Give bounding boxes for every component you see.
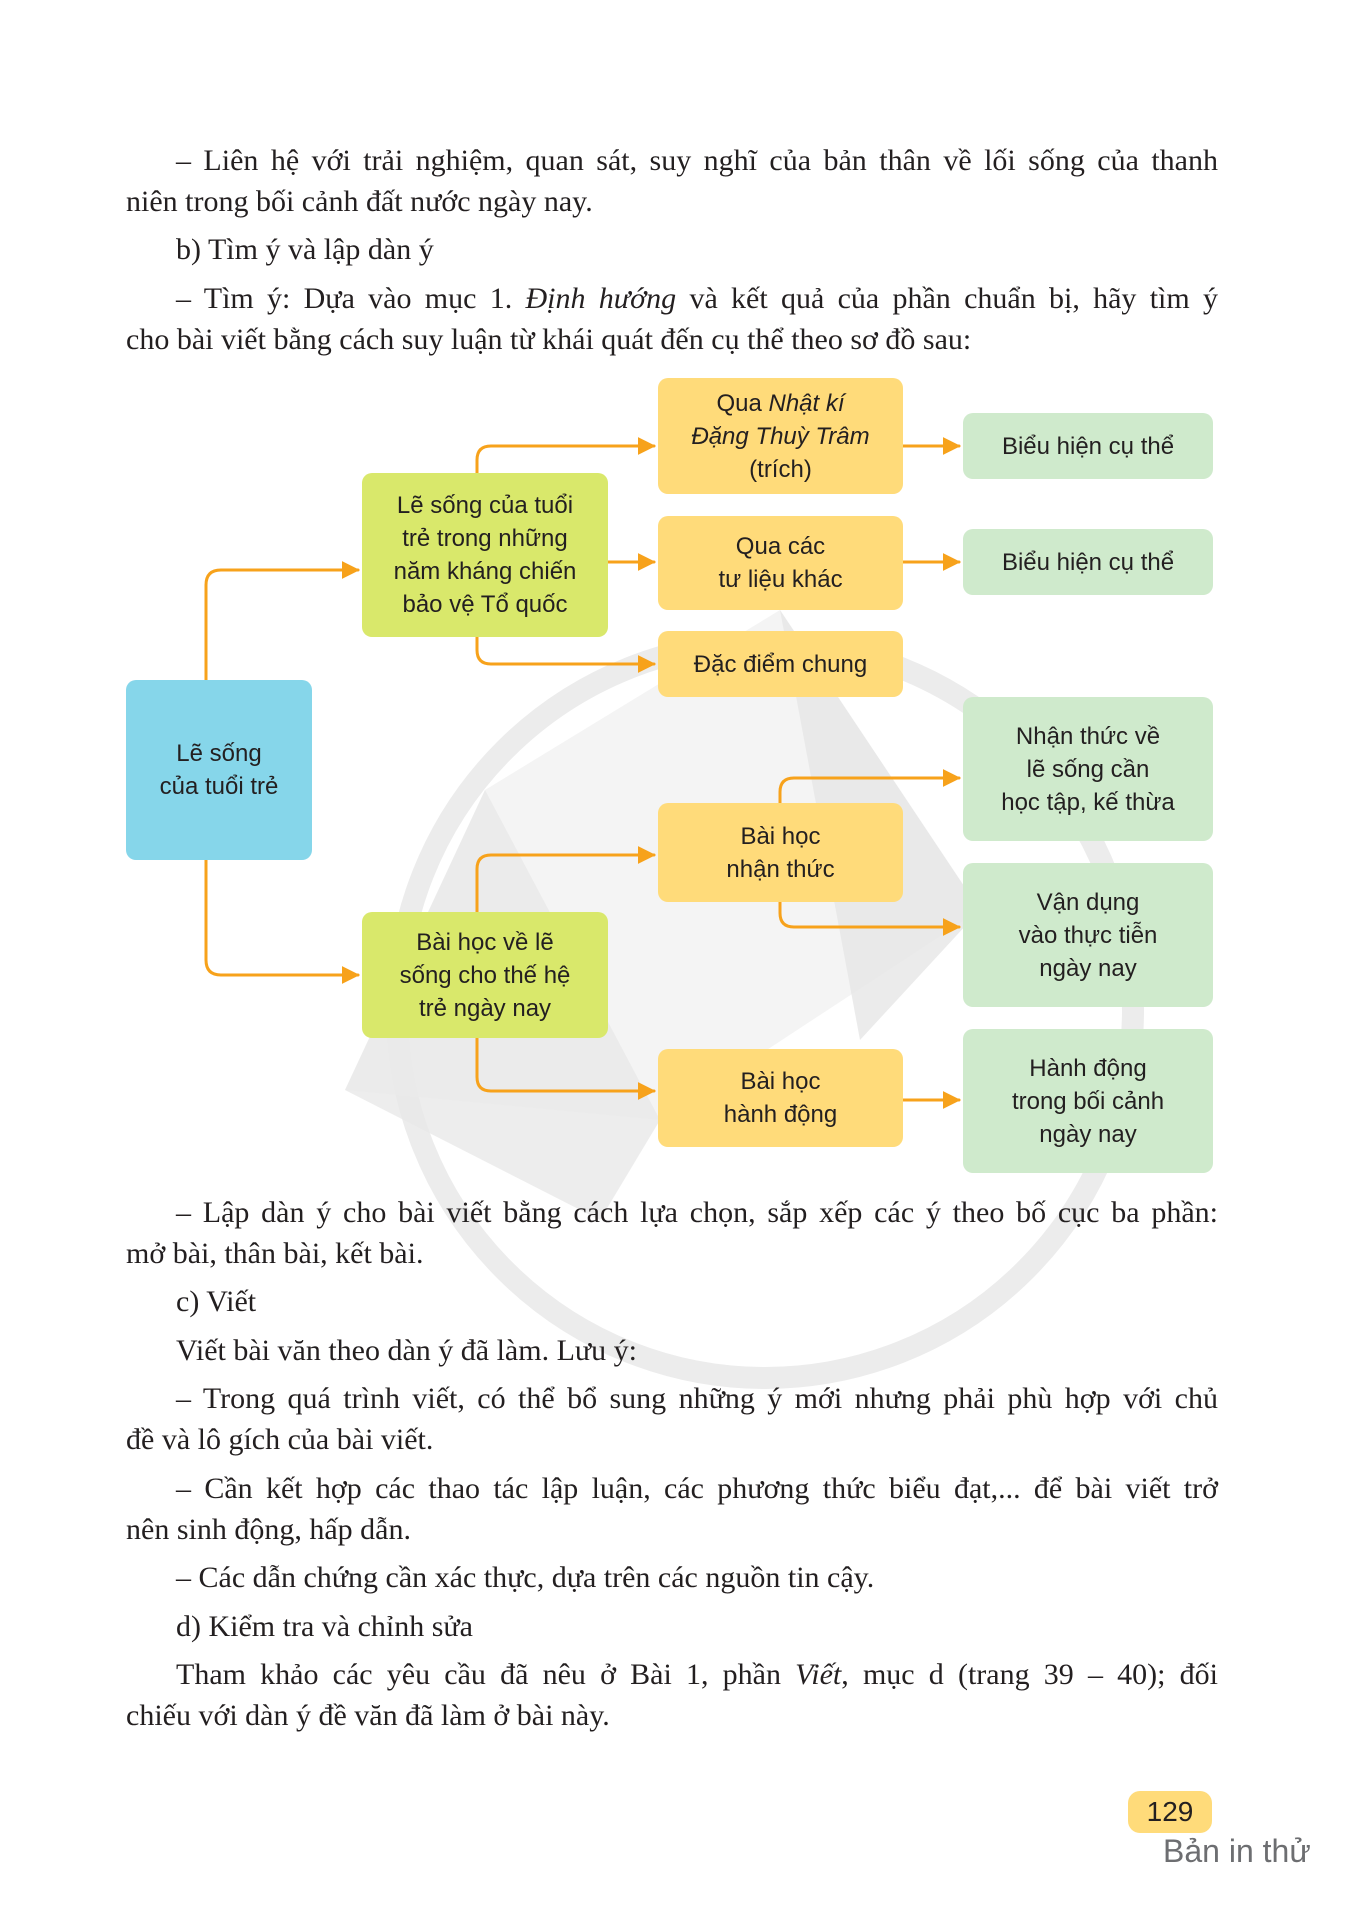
war-line2: trẻ trong những: [402, 525, 568, 552]
draft-watermark: Bản in thử: [1163, 1833, 1311, 1869]
context-line2: trong bối cảnh: [1011, 1087, 1165, 1115]
find-ideas-text-b: và kết quả của phần chuẩn bị, hãy tìm ý: [676, 282, 1219, 315]
lesson-line3: trẻ ngày nay: [418, 994, 552, 1022]
node-root-youth-ideal: [126, 680, 312, 860]
connector-war-diary: [477, 446, 654, 473]
paragraph-combine-line1: – Cần kết hợp các thao tác lập luận, các phương thức biểu đạt,... để bài viết trở: [176, 1472, 1218, 1505]
other-line2: tư liệu khác: [718, 566, 843, 593]
node-awareness-inherit: [963, 697, 1213, 841]
paragraph-find-ideas-line2: cho bài viết bằng cách suy luận từ khái quát đến cụ thể theo sơ đồ sau:: [126, 323, 972, 356]
connector-lesson-awareness: [477, 855, 654, 912]
apply-line1: Vận dụng: [1036, 888, 1140, 916]
paragraph-reflection-line1: – Liên hệ với trải nghiệm, quan sát, suy nghĩ của bản thân về lối sống của thanh: [176, 144, 1218, 177]
diary-line3: (trích): [749, 455, 812, 483]
paragraph-reference-line2: chiếu với dàn ý đề văn đã làm ở bài này.: [126, 1699, 610, 1732]
node-awareness-lesson: [658, 803, 903, 902]
section-heading-c: c) Viết: [176, 1285, 257, 1318]
node-expression-2: [963, 529, 1213, 595]
node-action-lesson: [658, 1049, 903, 1147]
node-action-context: [963, 1029, 1213, 1173]
action-line1: Bài học: [740, 1068, 821, 1095]
common-label: Đặc điểm chung: [693, 650, 868, 678]
apply-line3: ngày nay: [1039, 954, 1137, 982]
lesson-line2: sống cho thế hệ: [399, 961, 571, 989]
expr2-label: Biểu hiện cụ thể: [1001, 548, 1175, 576]
node-common-traits: [658, 631, 903, 697]
war-line1: Lẽ sống của tuổi: [396, 492, 574, 519]
section-heading-d: d) Kiểm tra và chỉnh sửa: [176, 1610, 473, 1643]
node-war-ideal: [362, 473, 608, 637]
section-heading-b: b) Tìm ý và lập dàn ý: [176, 233, 434, 266]
paragraph-supplement-line2: đề và lô gích của bài viết.: [126, 1423, 434, 1456]
war-line3: năm kháng chiến: [393, 558, 577, 585]
connector-root-war: [206, 570, 358, 680]
paragraph-reflection-line2: niên trong bối cảnh đất nước ngày nay.: [126, 185, 593, 218]
connector-root-lesson: [206, 860, 358, 975]
reference-text-b: , mục d (trang 39 – 40); đối: [841, 1658, 1218, 1691]
find-ideas-italic: Định hướng: [525, 282, 677, 315]
inherit-line3: học tập, kế thừa: [1001, 788, 1175, 816]
node-other-documents: [658, 516, 903, 610]
paragraph-evidence: – Các dẫn chứng cần xác thực, dựa trên các nguồn tin cậy.: [176, 1561, 875, 1594]
connector-awareness-inherit: [780, 778, 959, 803]
reference-italic: Viết: [795, 1658, 842, 1691]
other-line1: Qua các: [735, 533, 826, 560]
connector-war-common: [477, 637, 654, 664]
page-number: 129: [1128, 1791, 1212, 1833]
paragraph-supplement-line1: – Trong quá trình viết, có thể bổ sung những ý mới nhưng phải phù hợp với chủ: [176, 1382, 1218, 1415]
root-line1: Lẽ sống: [176, 740, 262, 767]
context-line1: Hành động: [1029, 1054, 1147, 1082]
war-line4: bảo vệ Tổ quốc: [402, 591, 568, 618]
action-line2: hành động: [723, 1101, 838, 1128]
find-ideas-text-a: – Tìm ý: Dựa vào mục 1.: [176, 282, 526, 315]
root-line2: của tuổi trẻ: [159, 773, 279, 800]
connector-awareness-apply: [780, 902, 959, 927]
expr1-label: Biểu hiện cụ thể: [1001, 432, 1175, 460]
paragraph-outline-line2: mở bài, thân bài, kết bài.: [126, 1237, 424, 1270]
diary-line2-italic: Đặng Thuỳ Trâm: [691, 422, 870, 450]
diary-line1a: Qua: [716, 389, 769, 417]
node-lesson-for-youth: [362, 912, 608, 1038]
connector-lesson-action: [477, 1038, 654, 1091]
paragraph-combine-line2: nên sinh động, hấp dẫn.: [126, 1513, 411, 1546]
paragraph-reference-line1: [126, 1654, 1218, 1695]
diary-line1-italic: Nhật kí: [768, 389, 845, 417]
context-line3: ngày nay: [1039, 1120, 1137, 1148]
paragraph-write-note: Viết bài văn theo dàn ý đã làm. Lưu ý:: [176, 1334, 638, 1367]
node-apply-practice: [963, 863, 1213, 1007]
inherit-line1: Nhận thức về: [1015, 722, 1161, 750]
awareness-line2: nhận thức: [726, 855, 835, 883]
node-diary: [658, 378, 903, 494]
reference-text-a: Tham khảo các yêu cầu đã nêu ở Bài 1, phần: [176, 1658, 796, 1691]
lesson-line1: Bài học về lẽ: [416, 928, 554, 956]
paragraph-outline-line1: – Lập dàn ý cho bài viết bằng cách lựa chọn, sắp xếp các ý theo bố cục ba phần:: [176, 1196, 1218, 1229]
node-expression-1: [963, 413, 1213, 479]
inherit-line2: lẽ sống cần: [1026, 755, 1150, 783]
awareness-line1: Bài học: [740, 822, 821, 850]
apply-line2: vào thực tiễn: [1018, 921, 1158, 949]
